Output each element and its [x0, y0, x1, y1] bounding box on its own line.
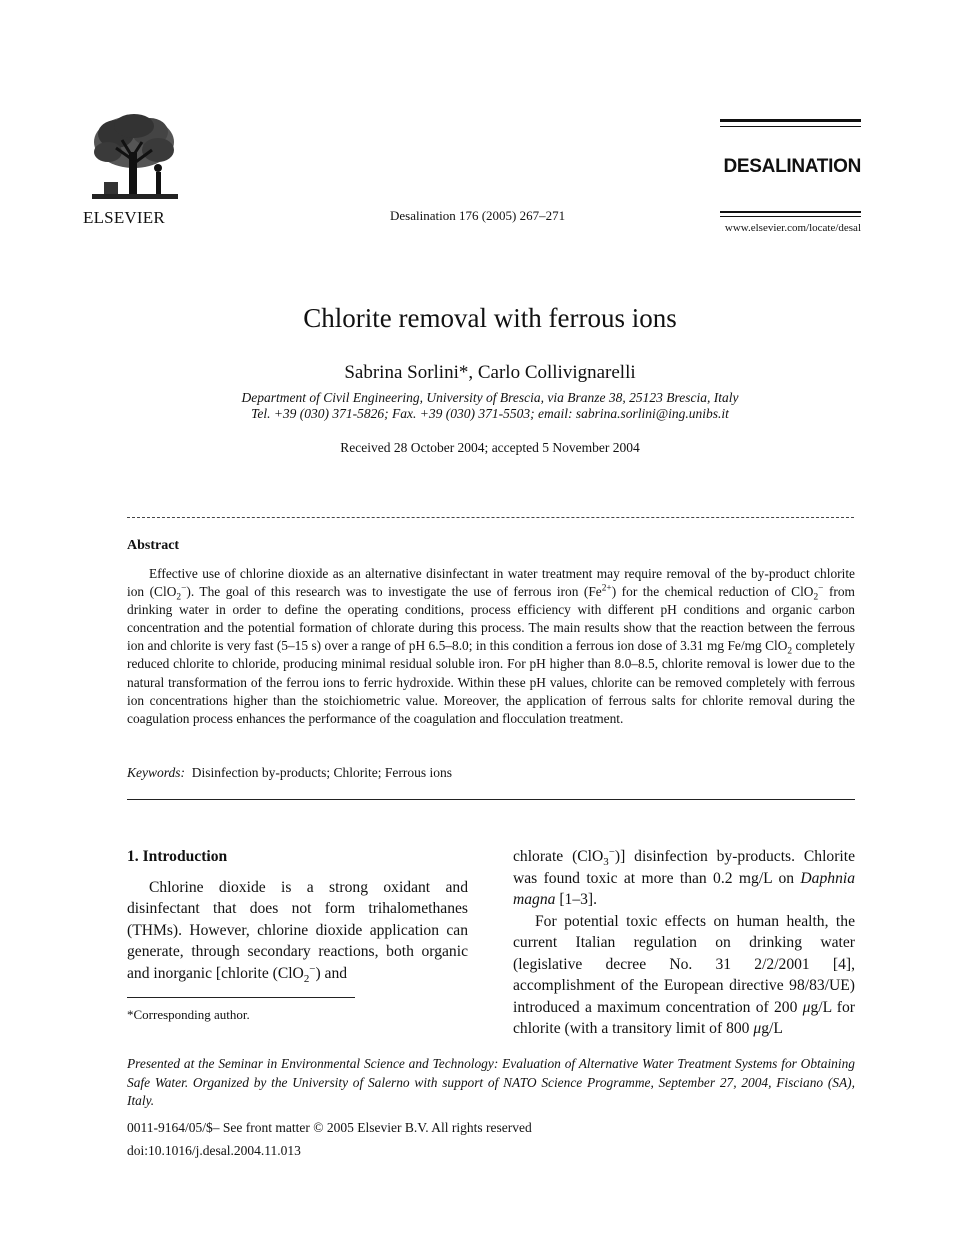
journal-rule — [720, 119, 861, 122]
journal-rule — [720, 126, 861, 127]
article-authors: Sabrina Sorlini*, Carlo Collivignarelli — [344, 362, 636, 383]
contact-info: Tel. +39 (030) 371-5826; Fax. +39 (030) 371-5503; email: sabrina.sorlini@ing.unibs.it — [251, 406, 729, 421]
journal-rule — [720, 216, 861, 217]
article-title: Chlorite removal with ferrous ions — [303, 303, 677, 333]
intro-right-column — [513, 846, 855, 1040]
journal-title: DESALINATION — [723, 156, 861, 177]
doi-link[interactable]: doi:10.1016/j.desal.2004.11.013 — [127, 1143, 301, 1158]
intro-paragraph: For potential toxic effects on human health, the current Italian regulation on drinking water (legislative decree No. 31 2/2/2001 [4], accomplishment of the European directive 98/83/UE) introduced a maximum concentration of 200 μg/L for chlorite (with a transitory limit of 800 μg/L — [513, 912, 855, 1037]
section-heading: 1. Introduction — [127, 848, 228, 865]
issn-line: 0011-9164/05/$– See front matter © 2005 Elsevier B.V. All rights reserved — [127, 1120, 532, 1135]
abstract-text: Effective use of chlorine dioxide as an alternative disinfectant in water treatment may require removal of the by-product chlorite ion (ClO$_2$−). The goal of this research was to investigate the use of ferrous iron $(Fe^{2+})$ for the chemical reduction of ClO$_2$− from drinking water in order to define the operating conditions, process efficiency with different pH conditions and organic carbon concentration and the potential formation of chlorate during this process. The main results show that the reaction between the ferrous ion and chlorite is very fast (5–15 s) over a range of pH 6.5–8.0; in this condition a ferrous ion dose of 3.31 mg Fe/mg ClO$_2$ completely reduced chlorite to chloride, producing minimal residual soluble iron. For pH higher than 8.0–8.5, chlorite removal is lower due to the natural transformation of the ferrou ions to ferric hydroxide. Within these pH values, chlorite can be removed completely with ferrous ion concentrations higher than the stoichiometric value. Moreover, the application of ferrous salts for chlorite removal during the coagulation process enhances the performance of the coagulation and flocculation treatment. — [127, 566, 856, 726]
divider — [127, 799, 855, 800]
affiliation: Department of Civil Engineering, University of Brescia, via Branze 38, 25123 Brescia, Italy — [241, 390, 739, 405]
received-dates: Received 28 October 2004; accepted 5 November 2004 — [340, 440, 640, 455]
journal-url[interactable]: www.elsevier.com/locate/desal — [724, 222, 861, 234]
footnote-rule — [127, 997, 355, 998]
divider — [127, 517, 854, 518]
keywords — [127, 765, 452, 781]
presented-note: Presented at the Seminar in Environmental Science and Technology: Evaluation of Alternative Water Treatment Systems for Obtaining Safe Water. Organized by the University of Salerno with support of NATO Science Programme, September 27, 2004, Fisciano (SA), Italy. — [127, 1056, 855, 1108]
footnote: *Corresponding author. — [127, 1007, 250, 1022]
keywords-text: Disinfection by-products; Chlorite; Ferrous ions — [191, 765, 452, 780]
intro-paragraph: chlorate (ClO$_3$−)] disinfection by-products. Chlorite was found toxic at more than 0.2 mg/L on Daphnia magna [1–3]. — [513, 845, 855, 908]
journal-rule — [720, 211, 861, 213]
journal-citation: Desalination 176 (2005) 267–271 — [390, 208, 566, 223]
intro-paragraph: Chlorine dioxide is a strong oxidant and disinfectant that does not form trihalomethanes (THMs). However, chlorine dioxide application can generate, through secondary reactions, both organic and inorganic [chlorite (ClO$_2$−) and — [127, 878, 468, 985]
keywords-label: Keywords: — [127, 765, 185, 780]
publisher-name: ELSEVIER — [83, 208, 165, 227]
abstract-heading: Abstract — [127, 538, 180, 553]
intro-left-column — [127, 846, 468, 984]
